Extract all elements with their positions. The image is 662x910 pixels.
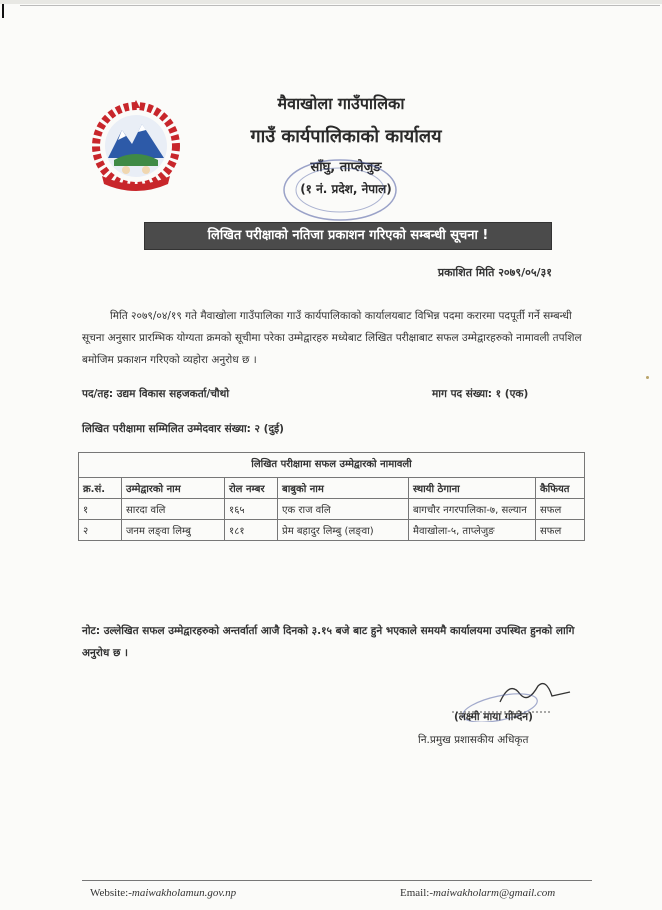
results-table: [78, 452, 585, 541]
post-level: पद/तह: उद्यम विकास सहजकर्ता/चौथो: [82, 388, 230, 400]
scan-line: [20, 5, 660, 6]
interview-note: नोट: उल्लेखित सफल उम्मेद्वारहरुको अन्तर्वार्ता आजै दिनको ३.१५ बजे बाट हुने भएकाले समयमै कार्यालयमा उपस्थित हुनको लागि अनुरोध छ ।: [82, 625, 575, 659]
scan-speck: [646, 376, 649, 379]
cell-father: एक राज वलि: [278, 499, 409, 520]
candidate-count: लिखित परीक्षामा सम्मिलित उम्मेदवार संख्या: २ (दुई): [82, 423, 284, 435]
footer-email: [400, 887, 555, 899]
signatory-name: (लक्ष्मी माया गोम्देन): [454, 711, 533, 723]
footer-website: [90, 887, 236, 899]
col-remarks: कैफियत: [536, 478, 585, 499]
office-stamp-icon: [270, 150, 420, 230]
scan-edge: [0, 0, 662, 4]
published-date: प्रकाशित मिति २०७९/०५/३१: [437, 266, 552, 279]
cell-remarks: सफल: [536, 499, 585, 520]
col-address: स्थायी ठेगाना: [409, 478, 536, 499]
cell-father: प्रेम बहादुर लिम्बु (लङ्वा): [278, 520, 409, 541]
email-label: Email:-: [400, 887, 433, 899]
cell-serial: २: [79, 520, 122, 541]
website-link[interactable]: maiwakholamun.gov.np: [131, 887, 237, 899]
cell-remarks: सफल: [536, 520, 585, 541]
col-name: उम्मेद्वारको नाम: [122, 478, 225, 499]
cell-name: जनम लङ्वा लिम्बु: [122, 520, 225, 541]
footer-divider: [82, 880, 592, 881]
notice-banner: लिखित परीक्षाको नतिजा प्रकाशन गरिएको सम्बन्धी सूचना !: [144, 222, 552, 250]
signatory-title: नि.प्रमुख प्रशासकीय अधिकृत: [418, 734, 529, 746]
table-caption: लिखित परीक्षामा सफल उम्मेद्वारको नामावली: [79, 453, 585, 478]
body-paragraph: [82, 305, 582, 371]
col-father: बाबुको नाम: [278, 478, 409, 499]
col-serial: क्र.सं.: [79, 478, 122, 499]
cell-address: मैवाखोला-५, ताप्लेजुङ: [409, 520, 536, 541]
cell-roll: १८१: [225, 520, 278, 541]
website-label: Website:-: [90, 887, 132, 899]
cell-address: बागचौर नगरपालिका-७, सल्यान: [409, 499, 536, 520]
cell-serial: १: [79, 499, 122, 520]
office-location: साँघु, ताप्लेजुङ: [310, 160, 382, 175]
email-link[interactable]: maiwakholarm@gmail.com: [433, 887, 556, 899]
cell-name: सारदा वलि: [122, 499, 225, 520]
table-row: [79, 520, 585, 541]
municipality-name: मैवाखोला गाउँपालिका: [277, 94, 405, 113]
body-text: मिति २०७९/०४/१९ गते मैवाखोला गाउँपालिका गाउँ कार्यपालिकाको कार्यालयबाट विभिन्न पदमा करारमा पदपूर्ती गर्ने सम्बन्धी सूचना अनुसार प्रारम्भिक योग्यता क्रमको सूचीमा परेका उम्मेद्वारहरु मध्येबाट लिखित परीक्षाबाट सफल उम्मेद्वारहरुको नामावली तपशिल बमोजिम प्रकाशन गरिएको व्यहोरा अनुरोध छ ।: [82, 310, 582, 366]
table-row: [79, 499, 585, 520]
col-roll: रोल नम्बर: [225, 478, 278, 499]
province-line: (१ नं. प्रदेश, नेपाल): [300, 182, 392, 196]
demand-count: माग पद संख्या: १ (एक): [432, 388, 529, 400]
cell-roll: १६५: [225, 499, 278, 520]
scan-mark: [2, 4, 4, 18]
office-name: गाउँ कार्यपालिकाको कार्यालय: [250, 126, 442, 147]
